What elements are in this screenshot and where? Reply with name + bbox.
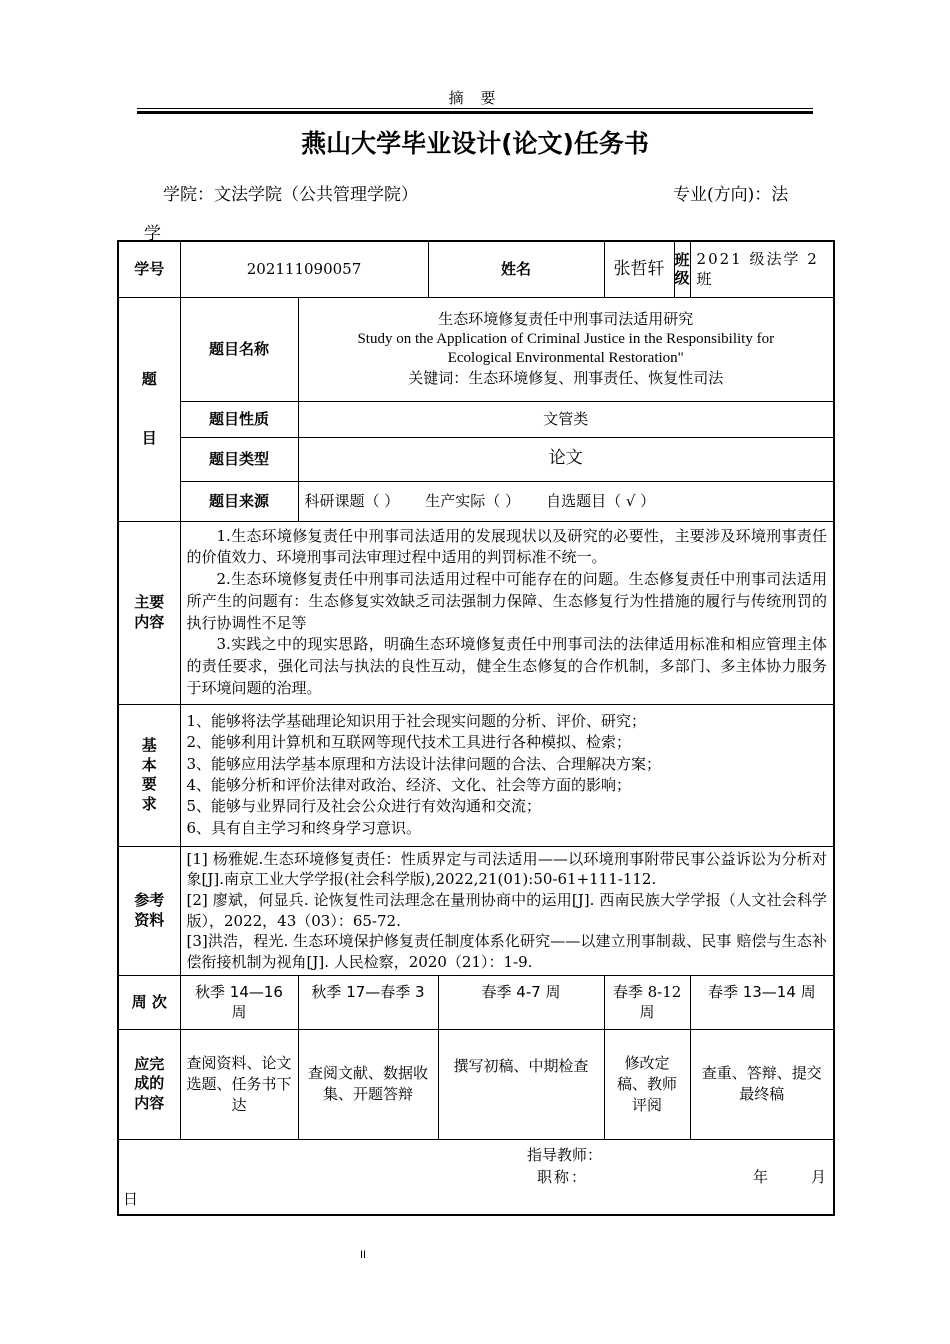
advisor-title-label: 职称： [537, 1167, 589, 1186]
tasks-label-2: 成的 [134, 1074, 165, 1093]
header-rule-thick [137, 111, 813, 114]
main-content-row [118, 521, 834, 704]
main-content-item: 3.实践之中的现实思路，明确生态环境修复责任中刑事司法的法律适用标准和相应管理主体的责任要求，强化司法与执法的良性互动，健全生态修复的合作机制，多部门、多主体协力服务于环境问题的治理。 [186, 635, 828, 697]
week-1-b: 周 [231, 1002, 247, 1021]
class-label: 班 级 [674, 241, 690, 297]
date-year-label: 年 [753, 1167, 769, 1186]
main-content-item: 2.生态环境修复责任中刑事司法适用过程中可能存在的问题。生态修复责任中刑事司法适用所产生的问题有：生态修复实效缺乏司法强制力保障、生态修复行为性措施的履行与传统刑罚的执行协调性不足等 [186, 570, 828, 632]
topic-type-value: 论文 [298, 437, 834, 481]
main-content-label [118, 521, 180, 704]
topic-title-en-1: Study on the Application of Criminal Justice in the Responsibility for [357, 330, 775, 347]
topic-title-cn: 生态环境修复责任中刑事司法适用研究 [438, 310, 694, 328]
week-2-a: 秋季 17—春季 3 [311, 982, 425, 1001]
references-label-2: 资料 [134, 910, 165, 929]
week-cell-3 [438, 975, 604, 1029]
topic-name-row [118, 297, 834, 401]
major-label: 专业(方向)：法 [673, 185, 789, 205]
info-row [118, 241, 834, 297]
source-option-research: 科研课题（ ） [304, 491, 400, 510]
task-table [117, 240, 835, 1216]
task-cell-1: 查阅资料、论文选题、任务书下达 [180, 1029, 298, 1139]
references-row [118, 846, 834, 975]
task-cell-4: 修改定稿、教师评阅 [604, 1029, 690, 1139]
topic-name-cell [298, 297, 834, 401]
schedule-weeks-row [118, 975, 834, 1029]
reference-item: [1] 杨雅妮.生态环境修复责任：性质界定与司法适用——以环境刑事附带民事公益诉讼为分析对象[J].南京工业大学学报(社会科学版),2022,21(01):50-61+111-112. [186, 849, 828, 889]
topic-nature-row [118, 401, 834, 437]
document-title: 燕山大学毕业设计(论文)任务书 [301, 129, 649, 158]
basic-requirements-list [180, 704, 834, 846]
basic-requirements-label-3: 要 [141, 775, 157, 793]
schedule-tasks-row [118, 1029, 834, 1139]
topic-section-label [118, 297, 180, 521]
tasks-label-3: 内容 [134, 1093, 165, 1112]
topic-name-label: 题目名称 [180, 297, 298, 401]
topic-nature-value: 文管类 [298, 401, 834, 437]
weeks-label: 周 次 [118, 975, 180, 1029]
date-month-label: 月 [811, 1167, 827, 1186]
topic-source-options [298, 481, 834, 521]
basic-requirements-label [118, 704, 180, 846]
main-content-label-1: 主要 [134, 593, 165, 611]
references-list [180, 846, 834, 975]
week-5-a: 春季 13—14 周 [707, 982, 816, 1001]
basic-requirements-label-1: 基 [141, 736, 157, 754]
running-header: 摘 要 [448, 89, 502, 107]
tasks-label-1: 应完 [134, 1054, 165, 1073]
main-content-item: 1.生态环境修复责任中刑事司法适用的发展现状以及研究的必要性，主要涉及环境刑事责任的价值效力、环境刑事司法审理过程中适用的判罚标准不统一。 [186, 526, 828, 567]
requirement-item: 1、能够将法学基础理论知识用于社会现实问题的分析、评价、研究； [186, 712, 647, 731]
requirement-item: 4、能够分析和评价法律对政治、经济、文化、社会等方面的影响； [186, 776, 632, 794]
college-label: 学院：文法学院（公共管理学院） [163, 185, 418, 205]
page-number: II [360, 1249, 367, 1261]
major-label-wrap: 学 [144, 224, 161, 244]
week-cell-4 [604, 975, 690, 1029]
name-value: 张哲轩 [604, 241, 674, 297]
main-content-text [180, 521, 834, 704]
reference-item: [2] 廖斌，何显兵. 论恢复性司法理念在量刑协商中的运用[J]. 西南民族大学学报（人文社会科学版），2022，43（03）：65-72. [186, 890, 828, 930]
requirement-item: 6、具有自主学习和终身学习意识。 [186, 818, 422, 837]
requirement-item: 5、能够与业界同行及社会公众进行有效沟通和交流； [186, 797, 542, 816]
advisor-label: 指导教师： [527, 1145, 603, 1164]
source-option-self: 自选题目（ √ ） [546, 491, 656, 510]
signature-cell [118, 1139, 834, 1215]
topic-type-row [118, 437, 834, 481]
main-content-label-2: 内容 [134, 612, 165, 631]
task-cell-2: 查阅文献、数据收集、开题答辩 [298, 1029, 438, 1139]
topic-nature-label: 题目性质 [180, 401, 298, 437]
header-rule-thin [137, 108, 813, 109]
week-3-a: 春季 4-7 周 [481, 982, 561, 1001]
reference-item: [3]洪浩，程光. 生态环境保护修复责任制度体系化研究——以建立刑事制裁、民事 赔偿与生态补偿衔接机制为视角[J]. 人民检察，2020（21）：1-9. [186, 932, 828, 971]
topic-title-en-2: Ecological Environmental Restoration" [447, 350, 684, 366]
task-cell-5: 查重、答辩、提交最终稿 [690, 1029, 834, 1139]
student-id-label: 学号 [118, 241, 180, 297]
basic-requirements-label-2: 本 [141, 755, 157, 774]
requirement-item: 2、能够利用计算机和互联网等现代技术工具进行各种模拟、检索； [186, 733, 632, 752]
source-option-production: 生产实际（ ） [425, 491, 521, 510]
topic-type-label: 题目类型 [180, 437, 298, 481]
requirement-item: 3、能够应用法学基本原理和方法设计法律问题的合法、合理解决方案； [186, 754, 662, 773]
week-4-a: 春季 8-12 周 [612, 982, 682, 1021]
topic-source-label: 题目来源 [180, 481, 298, 521]
student-id-value: 202111090057 [180, 241, 428, 297]
name-label: 姓名 [428, 241, 604, 297]
task-cell-3: 撰写初稿、中期检查 [438, 1029, 604, 1139]
week-1-a: 秋季 14—16 [195, 982, 283, 1001]
tasks-label [118, 1029, 180, 1139]
topic-section-label-2: 目 [141, 428, 157, 447]
signature-row [118, 1139, 834, 1215]
week-cell-2 [298, 975, 438, 1029]
basic-requirements-row [118, 704, 834, 846]
date-day-label: 日 [123, 1189, 139, 1208]
week-cell-5 [690, 975, 834, 1029]
topic-source-row [118, 481, 834, 521]
class-value: 2021 级法学 2 班 [690, 241, 834, 297]
topic-section-label-1: 题 [141, 370, 157, 388]
topic-keywords: 关键词：生态环境修复、刑事责任、恢复性司法 [408, 368, 724, 387]
week-cell-1 [180, 975, 298, 1029]
references-label [118, 846, 180, 975]
basic-requirements-label-4: 求 [141, 794, 157, 813]
references-label-1: 参考 [134, 891, 165, 910]
